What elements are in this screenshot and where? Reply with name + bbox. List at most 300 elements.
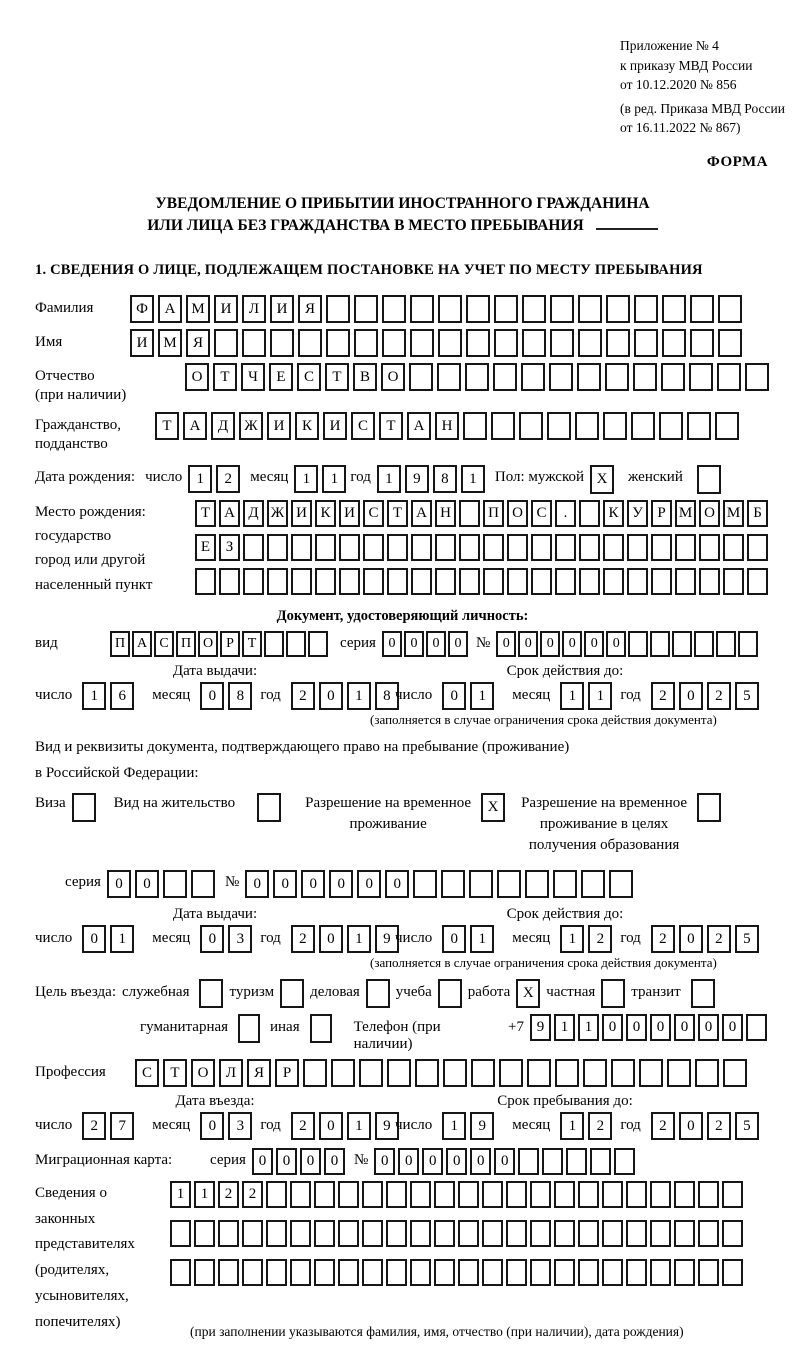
char-cell[interactable] bbox=[659, 412, 683, 440]
char-cell[interactable]: 0 bbox=[679, 1112, 703, 1140]
char-cell[interactable]: И bbox=[214, 295, 238, 323]
char-cell[interactable] bbox=[410, 1220, 431, 1247]
char-cell[interactable]: М bbox=[723, 500, 744, 527]
char-cell[interactable]: К bbox=[315, 500, 336, 527]
char-cell[interactable] bbox=[338, 1181, 359, 1208]
char-cell[interactable]: 1 bbox=[578, 1014, 599, 1041]
char-cell[interactable] bbox=[602, 1259, 623, 1286]
residence-permit-checkbox[interactable] bbox=[257, 793, 281, 822]
char-cell[interactable] bbox=[493, 363, 517, 391]
char-cell[interactable] bbox=[315, 534, 336, 561]
char-cell[interactable] bbox=[410, 1181, 431, 1208]
char-cell[interactable] bbox=[506, 1220, 527, 1247]
char-cell[interactable]: 0 bbox=[442, 682, 466, 710]
char-cell[interactable]: 0 bbox=[584, 631, 604, 657]
char-cell[interactable] bbox=[525, 870, 549, 898]
char-cell[interactable] bbox=[410, 295, 434, 323]
char-cell[interactable]: Т bbox=[387, 500, 408, 527]
char-cell[interactable]: 3 bbox=[228, 1112, 252, 1140]
char-cell[interactable]: Я bbox=[186, 329, 210, 357]
char-cell[interactable]: Т bbox=[195, 500, 216, 527]
char-cell[interactable]: И bbox=[130, 329, 154, 357]
char-cell[interactable] bbox=[339, 568, 360, 595]
char-cell[interactable]: 2 bbox=[651, 1112, 675, 1140]
char-cell[interactable]: 2 bbox=[651, 925, 675, 953]
char-cell[interactable] bbox=[626, 1259, 647, 1286]
char-cell[interactable]: 0 bbox=[382, 631, 402, 657]
char-cell[interactable] bbox=[218, 1259, 239, 1286]
char-cell[interactable]: 2 bbox=[218, 1181, 239, 1208]
char-cell[interactable] bbox=[267, 568, 288, 595]
char-cell[interactable] bbox=[590, 1148, 611, 1175]
char-cell[interactable] bbox=[266, 1181, 287, 1208]
char-cell[interactable]: 0 bbox=[273, 870, 297, 898]
char-cell[interactable] bbox=[554, 1181, 575, 1208]
char-cell[interactable]: 0 bbox=[422, 1148, 443, 1175]
char-cell[interactable] bbox=[270, 329, 294, 357]
char-cell[interactable]: Е bbox=[195, 534, 216, 561]
char-cell[interactable] bbox=[291, 568, 312, 595]
char-cell[interactable]: 0 bbox=[404, 631, 424, 657]
char-cell[interactable]: Н bbox=[435, 412, 459, 440]
char-cell[interactable] bbox=[747, 534, 768, 561]
char-cell[interactable] bbox=[650, 1220, 671, 1247]
visa-checkbox[interactable] bbox=[72, 793, 96, 822]
char-cell[interactable] bbox=[674, 1181, 695, 1208]
char-cell[interactable]: 0 bbox=[470, 1148, 491, 1175]
char-cell[interactable] bbox=[458, 1181, 479, 1208]
char-cell[interactable]: И bbox=[270, 295, 294, 323]
char-cell[interactable] bbox=[689, 363, 713, 391]
char-cell[interactable] bbox=[651, 534, 672, 561]
char-cell[interactable]: 0 bbox=[606, 631, 626, 657]
char-cell[interactable] bbox=[298, 329, 322, 357]
char-cell[interactable]: 2 bbox=[707, 925, 731, 953]
char-cell[interactable]: 1 bbox=[82, 682, 106, 710]
char-cell[interactable]: С bbox=[297, 363, 321, 391]
char-cell[interactable]: 1 bbox=[560, 1112, 584, 1140]
char-cell[interactable]: А bbox=[411, 500, 432, 527]
char-cell[interactable] bbox=[633, 363, 657, 391]
char-cell[interactable] bbox=[674, 1259, 695, 1286]
char-cell[interactable] bbox=[465, 363, 489, 391]
char-cell[interactable] bbox=[499, 1059, 523, 1087]
char-cell[interactable] bbox=[219, 568, 240, 595]
char-cell[interactable]: 1 bbox=[188, 465, 212, 493]
char-cell[interactable] bbox=[387, 1059, 411, 1087]
char-cell[interactable]: 1 bbox=[194, 1181, 215, 1208]
char-cell[interactable]: Н bbox=[435, 500, 456, 527]
char-cell[interactable]: 2 bbox=[82, 1112, 106, 1140]
char-cell[interactable] bbox=[339, 534, 360, 561]
char-cell[interactable] bbox=[434, 1259, 455, 1286]
char-cell[interactable] bbox=[413, 870, 437, 898]
char-cell[interactable]: С bbox=[531, 500, 552, 527]
char-cell[interactable]: 0 bbox=[82, 925, 106, 953]
char-cell[interactable]: Л bbox=[242, 295, 266, 323]
char-cell[interactable] bbox=[286, 631, 306, 657]
purpose-other-checkbox[interactable] bbox=[310, 1014, 332, 1043]
char-cell[interactable] bbox=[507, 534, 528, 561]
char-cell[interactable] bbox=[506, 1181, 527, 1208]
char-cell[interactable]: О bbox=[191, 1059, 215, 1087]
char-cell[interactable] bbox=[550, 295, 574, 323]
char-cell[interactable] bbox=[581, 870, 605, 898]
char-cell[interactable] bbox=[662, 295, 686, 323]
char-cell[interactable] bbox=[387, 568, 408, 595]
char-cell[interactable] bbox=[531, 568, 552, 595]
char-cell[interactable]: 0 bbox=[319, 682, 343, 710]
char-cell[interactable] bbox=[602, 1181, 623, 1208]
char-cell[interactable]: 0 bbox=[374, 1148, 395, 1175]
char-cell[interactable]: И bbox=[339, 500, 360, 527]
char-cell[interactable] bbox=[242, 1220, 263, 1247]
char-cell[interactable]: 0 bbox=[200, 925, 224, 953]
char-cell[interactable] bbox=[530, 1259, 551, 1286]
char-cell[interactable]: 1 bbox=[347, 925, 371, 953]
char-cell[interactable] bbox=[483, 534, 504, 561]
char-cell[interactable] bbox=[578, 1220, 599, 1247]
char-cell[interactable] bbox=[650, 631, 670, 657]
char-cell[interactable] bbox=[578, 1181, 599, 1208]
char-cell[interactable]: Р bbox=[651, 500, 672, 527]
char-cell[interactable] bbox=[437, 363, 461, 391]
char-cell[interactable] bbox=[458, 1259, 479, 1286]
char-cell[interactable]: 0 bbox=[107, 870, 131, 898]
char-cell[interactable] bbox=[326, 329, 350, 357]
char-cell[interactable]: 0 bbox=[324, 1148, 345, 1175]
char-cell[interactable] bbox=[626, 1181, 647, 1208]
char-cell[interactable] bbox=[723, 568, 744, 595]
char-cell[interactable] bbox=[522, 329, 546, 357]
char-cell[interactable] bbox=[530, 1181, 551, 1208]
char-cell[interactable] bbox=[650, 1259, 671, 1286]
char-cell[interactable] bbox=[410, 329, 434, 357]
char-cell[interactable] bbox=[409, 363, 433, 391]
char-cell[interactable]: 0 bbox=[562, 631, 582, 657]
char-cell[interactable]: 2 bbox=[291, 925, 315, 953]
char-cell[interactable] bbox=[290, 1220, 311, 1247]
char-cell[interactable] bbox=[338, 1220, 359, 1247]
char-cell[interactable] bbox=[577, 363, 601, 391]
char-cell[interactable]: 0 bbox=[650, 1014, 671, 1041]
char-cell[interactable] bbox=[549, 363, 573, 391]
char-cell[interactable]: 0 bbox=[329, 870, 353, 898]
char-cell[interactable]: И bbox=[267, 412, 291, 440]
char-cell[interactable] bbox=[698, 1259, 719, 1286]
char-cell[interactable] bbox=[194, 1259, 215, 1286]
char-cell[interactable] bbox=[264, 631, 284, 657]
char-cell[interactable] bbox=[466, 329, 490, 357]
char-cell[interactable]: 9 bbox=[375, 925, 399, 953]
char-cell[interactable] bbox=[715, 412, 739, 440]
char-cell[interactable]: А bbox=[407, 412, 431, 440]
char-cell[interactable]: С bbox=[135, 1059, 159, 1087]
purpose-work-checkbox[interactable]: X bbox=[516, 979, 540, 1008]
char-cell[interactable]: 8 bbox=[228, 682, 252, 710]
char-cell[interactable]: 9 bbox=[375, 1112, 399, 1140]
char-cell[interactable]: 0 bbox=[494, 1148, 515, 1175]
char-cell[interactable]: 9 bbox=[530, 1014, 551, 1041]
char-cell[interactable] bbox=[290, 1259, 311, 1286]
char-cell[interactable]: Т bbox=[163, 1059, 187, 1087]
char-cell[interactable] bbox=[354, 295, 378, 323]
char-cell[interactable]: Д bbox=[243, 500, 264, 527]
char-cell[interactable]: 0 bbox=[446, 1148, 467, 1175]
char-cell[interactable] bbox=[441, 870, 465, 898]
char-cell[interactable] bbox=[521, 363, 545, 391]
char-cell[interactable]: И bbox=[291, 500, 312, 527]
char-cell[interactable] bbox=[554, 1259, 575, 1286]
purpose-private-checkbox[interactable] bbox=[601, 979, 625, 1008]
char-cell[interactable] bbox=[359, 1059, 383, 1087]
char-cell[interactable] bbox=[362, 1259, 383, 1286]
char-cell[interactable]: 1 bbox=[470, 682, 494, 710]
char-cell[interactable] bbox=[606, 329, 630, 357]
char-cell[interactable] bbox=[518, 1148, 539, 1175]
char-cell[interactable] bbox=[606, 295, 630, 323]
char-cell[interactable] bbox=[605, 363, 629, 391]
char-cell[interactable] bbox=[267, 534, 288, 561]
char-cell[interactable] bbox=[170, 1259, 191, 1286]
char-cell[interactable] bbox=[722, 1220, 743, 1247]
char-cell[interactable]: 0 bbox=[300, 1148, 321, 1175]
char-cell[interactable] bbox=[482, 1220, 503, 1247]
char-cell[interactable] bbox=[579, 500, 600, 527]
char-cell[interactable]: 9 bbox=[470, 1112, 494, 1140]
char-cell[interactable] bbox=[411, 534, 432, 561]
char-cell[interactable] bbox=[626, 1220, 647, 1247]
char-cell[interactable] bbox=[469, 870, 493, 898]
char-cell[interactable]: Д bbox=[211, 412, 235, 440]
char-cell[interactable] bbox=[331, 1059, 355, 1087]
char-cell[interactable] bbox=[482, 1181, 503, 1208]
char-cell[interactable]: М bbox=[158, 329, 182, 357]
char-cell[interactable]: П bbox=[176, 631, 196, 657]
char-cell[interactable]: А bbox=[132, 631, 152, 657]
char-cell[interactable]: 0 bbox=[602, 1014, 623, 1041]
char-cell[interactable]: 1 bbox=[322, 465, 346, 493]
char-cell[interactable] bbox=[718, 295, 742, 323]
char-cell[interactable]: 0 bbox=[540, 631, 560, 657]
char-cell[interactable] bbox=[458, 1220, 479, 1247]
char-cell[interactable]: Т bbox=[379, 412, 403, 440]
char-cell[interactable] bbox=[661, 363, 685, 391]
char-cell[interactable]: 1 bbox=[588, 682, 612, 710]
char-cell[interactable]: Ж bbox=[267, 500, 288, 527]
char-cell[interactable]: 2 bbox=[242, 1181, 263, 1208]
char-cell[interactable] bbox=[578, 329, 602, 357]
char-cell[interactable]: М bbox=[675, 500, 696, 527]
char-cell[interactable] bbox=[555, 534, 576, 561]
char-cell[interactable] bbox=[243, 534, 264, 561]
char-cell[interactable]: 0 bbox=[442, 925, 466, 953]
char-cell[interactable] bbox=[603, 568, 624, 595]
char-cell[interactable] bbox=[194, 1220, 215, 1247]
char-cell[interactable] bbox=[170, 1220, 191, 1247]
char-cell[interactable]: О bbox=[381, 363, 405, 391]
char-cell[interactable]: С bbox=[363, 500, 384, 527]
char-cell[interactable] bbox=[466, 295, 490, 323]
char-cell[interactable] bbox=[667, 1059, 691, 1087]
char-cell[interactable]: 0 bbox=[200, 1112, 224, 1140]
char-cell[interactable]: 0 bbox=[398, 1148, 419, 1175]
char-cell[interactable] bbox=[195, 568, 216, 595]
char-cell[interactable] bbox=[214, 329, 238, 357]
char-cell[interactable] bbox=[674, 1220, 695, 1247]
char-cell[interactable]: О bbox=[198, 631, 218, 657]
char-cell[interactable]: 0 bbox=[674, 1014, 695, 1041]
char-cell[interactable] bbox=[723, 534, 744, 561]
char-cell[interactable] bbox=[555, 1059, 579, 1087]
char-cell[interactable] bbox=[579, 534, 600, 561]
char-cell[interactable] bbox=[578, 1259, 599, 1286]
char-cell[interactable] bbox=[722, 1259, 743, 1286]
char-cell[interactable]: С bbox=[154, 631, 174, 657]
char-cell[interactable] bbox=[651, 568, 672, 595]
char-cell[interactable] bbox=[459, 534, 480, 561]
char-cell[interactable]: 2 bbox=[651, 682, 675, 710]
char-cell[interactable]: 0 bbox=[301, 870, 325, 898]
char-cell[interactable] bbox=[415, 1059, 439, 1087]
char-cell[interactable]: 2 bbox=[216, 465, 240, 493]
char-cell[interactable] bbox=[627, 534, 648, 561]
char-cell[interactable] bbox=[694, 631, 714, 657]
char-cell[interactable] bbox=[628, 631, 648, 657]
char-cell[interactable] bbox=[314, 1220, 335, 1247]
char-cell[interactable] bbox=[382, 295, 406, 323]
char-cell[interactable] bbox=[314, 1259, 335, 1286]
char-cell[interactable]: О bbox=[507, 500, 528, 527]
purpose-business-checkbox[interactable] bbox=[366, 979, 390, 1008]
char-cell[interactable] bbox=[386, 1181, 407, 1208]
title-blank-line[interactable] bbox=[596, 216, 658, 230]
char-cell[interactable] bbox=[554, 1220, 575, 1247]
char-cell[interactable]: П bbox=[110, 631, 130, 657]
char-cell[interactable]: 0 bbox=[679, 925, 703, 953]
char-cell[interactable] bbox=[687, 412, 711, 440]
purpose-transit-checkbox[interactable] bbox=[691, 979, 715, 1008]
char-cell[interactable] bbox=[386, 1259, 407, 1286]
char-cell[interactable]: В bbox=[353, 363, 377, 391]
char-cell[interactable] bbox=[363, 568, 384, 595]
char-cell[interactable]: 8 bbox=[375, 682, 399, 710]
char-cell[interactable] bbox=[494, 295, 518, 323]
char-cell[interactable]: А bbox=[158, 295, 182, 323]
char-cell[interactable]: 0 bbox=[276, 1148, 297, 1175]
char-cell[interactable]: 1 bbox=[377, 465, 401, 493]
char-cell[interactable] bbox=[362, 1220, 383, 1247]
char-cell[interactable] bbox=[583, 1059, 607, 1087]
char-cell[interactable]: Р bbox=[220, 631, 240, 657]
char-cell[interactable] bbox=[747, 568, 768, 595]
char-cell[interactable] bbox=[716, 631, 736, 657]
char-cell[interactable] bbox=[303, 1059, 327, 1087]
char-cell[interactable] bbox=[746, 1014, 767, 1041]
char-cell[interactable] bbox=[363, 534, 384, 561]
char-cell[interactable] bbox=[579, 568, 600, 595]
char-cell[interactable]: Я bbox=[298, 295, 322, 323]
char-cell[interactable]: 1 bbox=[110, 925, 134, 953]
char-cell[interactable] bbox=[291, 534, 312, 561]
char-cell[interactable] bbox=[690, 295, 714, 323]
char-cell[interactable] bbox=[314, 1181, 335, 1208]
char-cell[interactable] bbox=[326, 295, 350, 323]
char-cell[interactable] bbox=[602, 1220, 623, 1247]
char-cell[interactable]: 0 bbox=[698, 1014, 719, 1041]
char-cell[interactable] bbox=[631, 412, 655, 440]
char-cell[interactable] bbox=[266, 1220, 287, 1247]
char-cell[interactable]: 2 bbox=[588, 925, 612, 953]
char-cell[interactable]: Я bbox=[247, 1059, 271, 1087]
char-cell[interactable] bbox=[308, 631, 328, 657]
char-cell[interactable] bbox=[634, 329, 658, 357]
char-cell[interactable] bbox=[218, 1220, 239, 1247]
char-cell[interactable] bbox=[411, 568, 432, 595]
char-cell[interactable]: 7 bbox=[110, 1112, 134, 1140]
char-cell[interactable]: 0 bbox=[357, 870, 381, 898]
char-cell[interactable] bbox=[463, 412, 487, 440]
char-cell[interactable]: 0 bbox=[679, 682, 703, 710]
female-checkbox[interactable] bbox=[697, 465, 721, 494]
char-cell[interactable] bbox=[387, 534, 408, 561]
char-cell[interactable] bbox=[507, 568, 528, 595]
char-cell[interactable] bbox=[266, 1259, 287, 1286]
char-cell[interactable]: Б bbox=[747, 500, 768, 527]
char-cell[interactable]: О bbox=[699, 500, 720, 527]
char-cell[interactable] bbox=[578, 295, 602, 323]
char-cell[interactable]: 2 bbox=[588, 1112, 612, 1140]
char-cell[interactable] bbox=[627, 568, 648, 595]
char-cell[interactable] bbox=[438, 329, 462, 357]
char-cell[interactable]: 0 bbox=[135, 870, 159, 898]
char-cell[interactable] bbox=[553, 870, 577, 898]
char-cell[interactable]: 0 bbox=[518, 631, 538, 657]
char-cell[interactable]: 2 bbox=[291, 682, 315, 710]
char-cell[interactable] bbox=[675, 534, 696, 561]
char-cell[interactable]: П bbox=[483, 500, 504, 527]
char-cell[interactable]: 1 bbox=[560, 925, 584, 953]
char-cell[interactable]: Т bbox=[325, 363, 349, 391]
char-cell[interactable]: З bbox=[219, 534, 240, 561]
char-cell[interactable]: К bbox=[295, 412, 319, 440]
char-cell[interactable] bbox=[459, 500, 480, 527]
char-cell[interactable] bbox=[718, 329, 742, 357]
char-cell[interactable]: О bbox=[185, 363, 209, 391]
char-cell[interactable] bbox=[530, 1220, 551, 1247]
purpose-study-checkbox[interactable] bbox=[438, 979, 462, 1008]
char-cell[interactable]: 0 bbox=[200, 682, 224, 710]
char-cell[interactable]: Ж bbox=[239, 412, 263, 440]
char-cell[interactable] bbox=[438, 295, 462, 323]
char-cell[interactable]: 0 bbox=[245, 870, 269, 898]
char-cell[interactable]: 3 bbox=[228, 925, 252, 953]
char-cell[interactable]: 1 bbox=[442, 1112, 466, 1140]
char-cell[interactable]: 6 bbox=[110, 682, 134, 710]
char-cell[interactable]: К bbox=[603, 500, 624, 527]
char-cell[interactable]: Т bbox=[213, 363, 237, 391]
char-cell[interactable] bbox=[434, 1220, 455, 1247]
char-cell[interactable] bbox=[290, 1181, 311, 1208]
char-cell[interactable] bbox=[491, 412, 515, 440]
char-cell[interactable] bbox=[506, 1259, 527, 1286]
char-cell[interactable]: 5 bbox=[735, 682, 759, 710]
char-cell[interactable] bbox=[497, 870, 521, 898]
char-cell[interactable] bbox=[695, 1059, 719, 1087]
char-cell[interactable] bbox=[482, 1259, 503, 1286]
char-cell[interactable]: И bbox=[323, 412, 347, 440]
char-cell[interactable] bbox=[519, 412, 543, 440]
